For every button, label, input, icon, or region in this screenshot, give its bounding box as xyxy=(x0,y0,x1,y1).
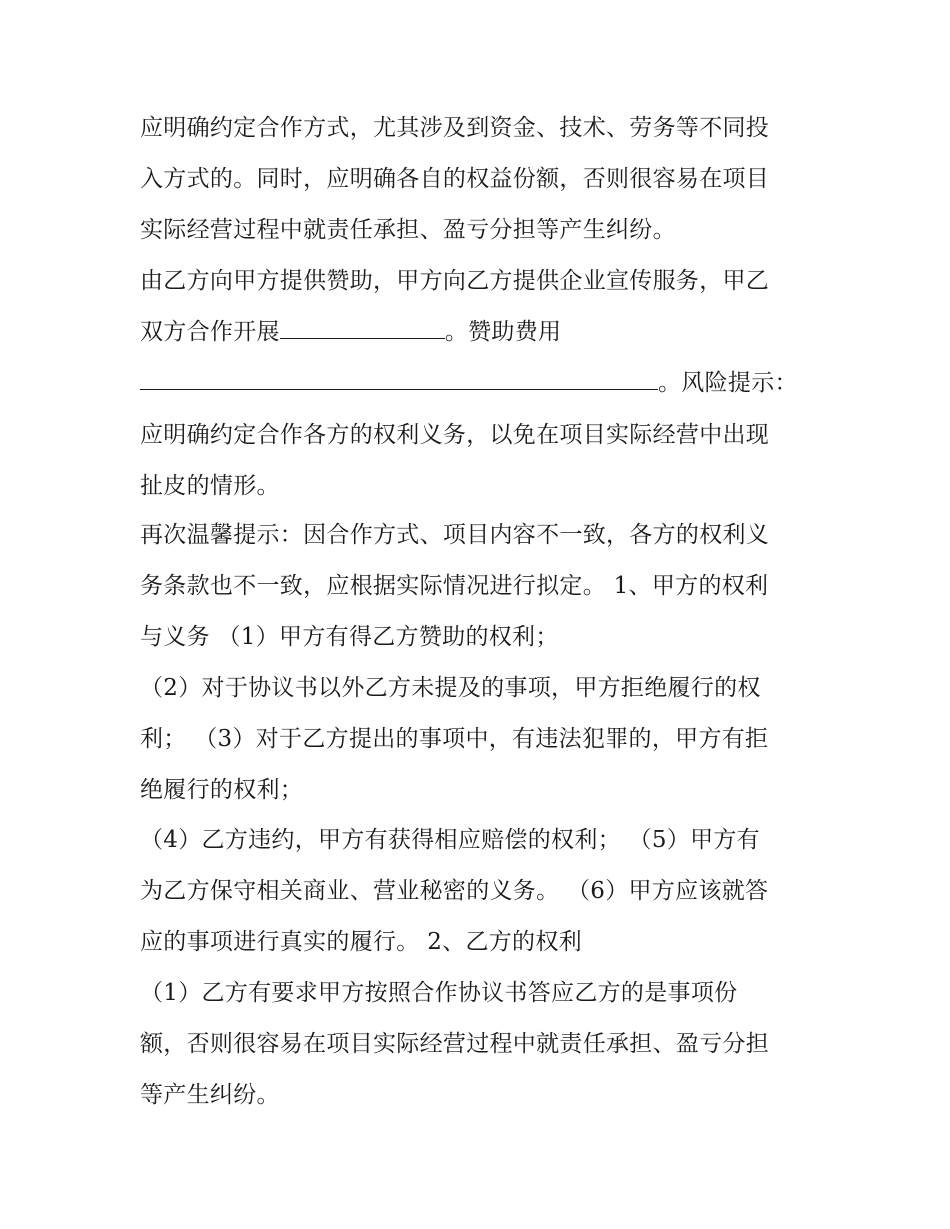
text-line: 额，否则很容易在项目实际经营过程中就责任承担、盈亏分担 xyxy=(140,1031,770,1057)
text-line: 扯皮的情形。 xyxy=(140,473,280,499)
text-segment: 。风险提示： xyxy=(658,370,798,396)
text-line: 应的事项进行真实的履行。 2、乙方的权利 xyxy=(140,929,582,955)
text-line: 利； （3）对于乙方提出的事项中，有违法犯罪的，甲方有拒 xyxy=(140,726,769,752)
text-line: 再次温馨提示：因合作方式、项目内容不一致，各方的权利义 xyxy=(140,522,770,548)
text-line: 与义务 （1）甲方有得乙方赞助的权利； xyxy=(140,624,559,650)
text-line: 为乙方保守相关商业、营业秘密的义务。 （6）甲方应该就答 xyxy=(140,878,769,904)
text-line: 由乙方向甲方提供赞助，甲方向乙方提供企业宣传服务，甲乙 xyxy=(140,268,770,294)
text-line: 应明确约定合作各方的权利义务，以免在项目实际经营中出现 xyxy=(140,422,770,448)
text-line: （2）对于协议书以外乙方未提及的事项，甲方拒绝履行的权 xyxy=(140,675,761,701)
text-line: 应明确约定合作方式，尤其涉及到资金、技术、劳务等不同投 xyxy=(140,115,770,141)
text-segment: 双方合作开展 xyxy=(140,319,280,345)
fill-in-blank-project[interactable] xyxy=(280,318,445,339)
text-line: 绝履行的权利； xyxy=(140,777,304,803)
text-line: 实际经营过程中就责任承担、盈亏分担等产生纠纷。 xyxy=(140,217,676,243)
text-line-with-blank xyxy=(140,316,561,348)
text-line: （1）乙方有要求甲方按照合作协议书答应乙方的是事项份 xyxy=(140,980,738,1006)
text-segment: 。赞助费用 xyxy=(444,319,562,345)
text-line: 入方式的。同时，应明确各自的权益份额，否则很容易在项目 xyxy=(140,166,770,192)
text-line: （4）乙方违约，甲方有获得相应赔偿的权利； （5）甲方有 xyxy=(140,827,760,853)
text-line: 务条款也不一致，应根据实际情况进行拟定。 1、甲方的权利 xyxy=(140,573,769,599)
fill-in-blank-sponsorship-fee[interactable] xyxy=(140,369,658,390)
text-line: 等产生纠纷。 xyxy=(140,1082,280,1108)
text-line-with-blank xyxy=(140,367,798,399)
